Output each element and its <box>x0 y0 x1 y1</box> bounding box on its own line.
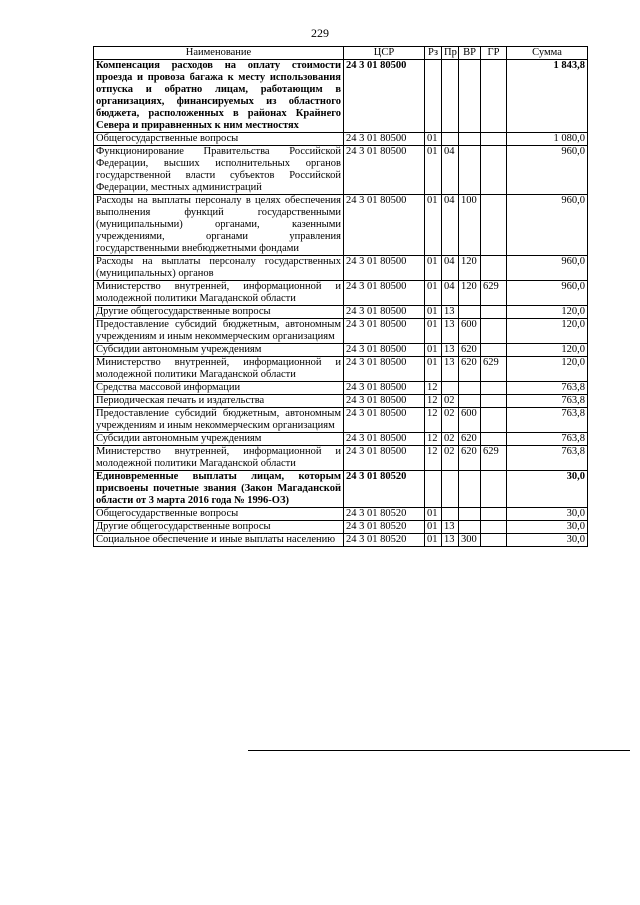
cell-rz: 01 <box>425 508 442 521</box>
header-gr: ГР <box>481 47 507 60</box>
table-row <box>94 133 588 146</box>
cell-vr <box>459 382 481 395</box>
cell-sum: 960,0 <box>507 146 588 195</box>
cell-name: Социальное обеспечение и иные выплаты населению <box>94 534 344 547</box>
cell-rz: 01 <box>425 319 442 344</box>
cell-gr <box>481 306 507 319</box>
table-row <box>94 446 588 471</box>
table-row <box>94 60 588 133</box>
cell-pr <box>442 133 459 146</box>
table-row <box>94 319 588 344</box>
table-row <box>94 508 588 521</box>
cell-vr <box>459 60 481 133</box>
cell-csr: 24 3 01 80500 <box>344 306 425 319</box>
cell-rz: 01 <box>425 357 442 382</box>
cell-rz <box>425 471 442 508</box>
cell-rz: 01 <box>425 256 442 281</box>
cell-rz: 12 <box>425 408 442 433</box>
header-rz: Рз <box>425 47 442 60</box>
cell-name: Расходы на выплаты персоналу государственных (муниципальных) органов <box>94 256 344 281</box>
cell-csr: 24 3 01 80500 <box>344 395 425 408</box>
cell-name: Компенсация расходов на оплату стоимости проезда и провоза багажа к месту использования отпуска и обратно лицам, работающим в организациях, финансируемых из областного бюджета, расположенных в районах Крайнего Севера и приравненных к ним местностях <box>94 60 344 133</box>
cell-name: Министерство внутренней, информационной и молодежной политики Магаданской области <box>94 446 344 471</box>
cell-sum: 763,8 <box>507 395 588 408</box>
divider-line <box>248 750 630 751</box>
cell-gr <box>481 146 507 195</box>
cell-gr <box>481 433 507 446</box>
cell-sum: 763,8 <box>507 382 588 395</box>
cell-pr: 13 <box>442 319 459 344</box>
cell-sum: 30,0 <box>507 534 588 547</box>
cell-vr: 300 <box>459 534 481 547</box>
cell-rz: 01 <box>425 195 442 256</box>
cell-gr <box>481 133 507 146</box>
cell-rz: 12 <box>425 382 442 395</box>
cell-name: Предоставление субсидий бюджетным, автономным учреждениям и иным некоммерческим организациям <box>94 319 344 344</box>
cell-vr: 620 <box>459 433 481 446</box>
cell-csr: 24 3 01 80520 <box>344 508 425 521</box>
cell-pr: 13 <box>442 521 459 534</box>
cell-vr: 600 <box>459 319 481 344</box>
table-row <box>94 395 588 408</box>
cell-rz: 01 <box>425 306 442 319</box>
table-row <box>94 146 588 195</box>
cell-csr: 24 3 01 80500 <box>344 382 425 395</box>
cell-name: Общегосударственные вопросы <box>94 508 344 521</box>
cell-sum: 120,0 <box>507 357 588 382</box>
table-row <box>94 433 588 446</box>
cell-vr <box>459 471 481 508</box>
cell-csr: 24 3 01 80500 <box>344 281 425 306</box>
cell-sum: 120,0 <box>507 319 588 344</box>
cell-pr: 02 <box>442 446 459 471</box>
cell-gr <box>481 395 507 408</box>
cell-sum: 763,8 <box>507 433 588 446</box>
table-row <box>94 281 588 306</box>
cell-gr <box>481 508 507 521</box>
cell-sum: 30,0 <box>507 471 588 508</box>
cell-csr: 24 3 01 80500 <box>344 446 425 471</box>
cell-gr <box>481 471 507 508</box>
cell-sum: 30,0 <box>507 508 588 521</box>
cell-vr <box>459 306 481 319</box>
cell-rz: 12 <box>425 433 442 446</box>
cell-csr: 24 3 01 80520 <box>344 471 425 508</box>
cell-name: Расходы на выплаты персоналу в целях обеспечения выполнения функций государственными (муниципальными) органами, казенными учреждениями, органами управления государственными внебюджетными фондами <box>94 195 344 256</box>
cell-gr: 629 <box>481 357 507 382</box>
cell-csr: 24 3 01 80500 <box>344 357 425 382</box>
cell-name: Субсидии автономным учреждениям <box>94 344 344 357</box>
cell-vr: 100 <box>459 195 481 256</box>
cell-sum: 120,0 <box>507 306 588 319</box>
table-header-row <box>94 47 588 60</box>
cell-rz: 01 <box>425 281 442 306</box>
cell-sum: 960,0 <box>507 256 588 281</box>
cell-gr <box>481 408 507 433</box>
cell-vr <box>459 508 481 521</box>
cell-csr: 24 3 01 80500 <box>344 60 425 133</box>
cell-rz: 01 <box>425 133 442 146</box>
cell-vr <box>459 521 481 534</box>
cell-csr: 24 3 01 80500 <box>344 433 425 446</box>
cell-pr: 04 <box>442 256 459 281</box>
cell-sum: 763,8 <box>507 446 588 471</box>
table-row <box>94 357 588 382</box>
budget-table <box>93 46 588 547</box>
cell-gr <box>481 382 507 395</box>
cell-pr: 13 <box>442 306 459 319</box>
cell-gr <box>481 344 507 357</box>
cell-pr: 02 <box>442 433 459 446</box>
cell-pr: 04 <box>442 281 459 306</box>
header-vr: ВР <box>459 47 481 60</box>
table-row <box>94 344 588 357</box>
cell-name: Средства массовой информации <box>94 382 344 395</box>
cell-name: Функционирование Правительства Российской Федерации, высших исполнительных органов государственной власти субъектов Российской Федерации, местных администраций <box>94 146 344 195</box>
cell-rz: 01 <box>425 344 442 357</box>
cell-vr: 120 <box>459 281 481 306</box>
table-row <box>94 521 588 534</box>
table-row <box>94 256 588 281</box>
header-name: Наименование <box>94 47 344 60</box>
cell-pr: 13 <box>442 534 459 547</box>
cell-name: Другие общегосударственные вопросы <box>94 521 344 534</box>
cell-csr: 24 3 01 80500 <box>344 146 425 195</box>
table-row <box>94 382 588 395</box>
cell-vr: 620 <box>459 446 481 471</box>
cell-name: Периодическая печать и издательства <box>94 395 344 408</box>
cell-gr <box>481 319 507 344</box>
cell-sum: 30,0 <box>507 521 588 534</box>
table-body <box>94 60 588 547</box>
cell-gr <box>481 534 507 547</box>
cell-gr: 629 <box>481 446 507 471</box>
cell-vr <box>459 146 481 195</box>
cell-csr: 24 3 01 80500 <box>344 408 425 433</box>
cell-name: Субсидии автономным учреждениям <box>94 433 344 446</box>
cell-rz: 12 <box>425 446 442 471</box>
cell-csr: 24 3 01 80520 <box>344 534 425 547</box>
cell-rz: 12 <box>425 395 442 408</box>
cell-name: Предоставление субсидий бюджетным, автономным учреждениям и иным некоммерческим организациям <box>94 408 344 433</box>
cell-vr: 620 <box>459 357 481 382</box>
table-row <box>94 195 588 256</box>
cell-gr: 629 <box>481 281 507 306</box>
cell-gr <box>481 195 507 256</box>
header-sum: Сумма <box>507 47 588 60</box>
cell-csr: 24 3 01 80500 <box>344 133 425 146</box>
header-pr: Пр <box>442 47 459 60</box>
cell-sum: 120,0 <box>507 344 588 357</box>
cell-sum: 960,0 <box>507 195 588 256</box>
table-row <box>94 306 588 319</box>
table-row <box>94 408 588 433</box>
cell-pr: 04 <box>442 146 459 195</box>
cell-vr: 600 <box>459 408 481 433</box>
cell-gr <box>481 521 507 534</box>
cell-name: Общегосударственные вопросы <box>94 133 344 146</box>
table-row <box>94 534 588 547</box>
cell-vr: 120 <box>459 256 481 281</box>
cell-vr <box>459 133 481 146</box>
cell-vr: 620 <box>459 344 481 357</box>
cell-name: Министерство внутренней, информационной и молодежной политики Магаданской области <box>94 357 344 382</box>
table-row <box>94 471 588 508</box>
cell-rz <box>425 60 442 133</box>
page-number: 229 <box>311 26 329 40</box>
cell-pr: 13 <box>442 344 459 357</box>
cell-gr <box>481 256 507 281</box>
cell-sum: 1 843,8 <box>507 60 588 133</box>
cell-pr <box>442 382 459 395</box>
cell-pr: 02 <box>442 408 459 433</box>
cell-pr: 13 <box>442 357 459 382</box>
cell-rz: 01 <box>425 521 442 534</box>
cell-pr <box>442 508 459 521</box>
cell-sum: 1 080,0 <box>507 133 588 146</box>
cell-name: Единовременные выплаты лицам, которым присвоены почетные звания (Закон Магаданской области от 3 марта 2016 года № 1996-ОЗ) <box>94 471 344 508</box>
header-csr: ЦСР <box>344 47 425 60</box>
cell-rz: 01 <box>425 534 442 547</box>
cell-csr: 24 3 01 80520 <box>344 521 425 534</box>
cell-name: Министерство внутренней, информационной и молодежной политики Магаданской области <box>94 281 344 306</box>
cell-csr: 24 3 01 80500 <box>344 195 425 256</box>
cell-gr <box>481 60 507 133</box>
cell-sum: 763,8 <box>507 408 588 433</box>
cell-csr: 24 3 01 80500 <box>344 256 425 281</box>
cell-pr <box>442 60 459 133</box>
cell-vr <box>459 395 481 408</box>
cell-pr: 04 <box>442 195 459 256</box>
cell-name: Другие общегосударственные вопросы <box>94 306 344 319</box>
cell-pr <box>442 471 459 508</box>
cell-rz: 01 <box>425 146 442 195</box>
cell-csr: 24 3 01 80500 <box>344 319 425 344</box>
cell-pr: 02 <box>442 395 459 408</box>
cell-sum: 960,0 <box>507 281 588 306</box>
cell-csr: 24 3 01 80500 <box>344 344 425 357</box>
